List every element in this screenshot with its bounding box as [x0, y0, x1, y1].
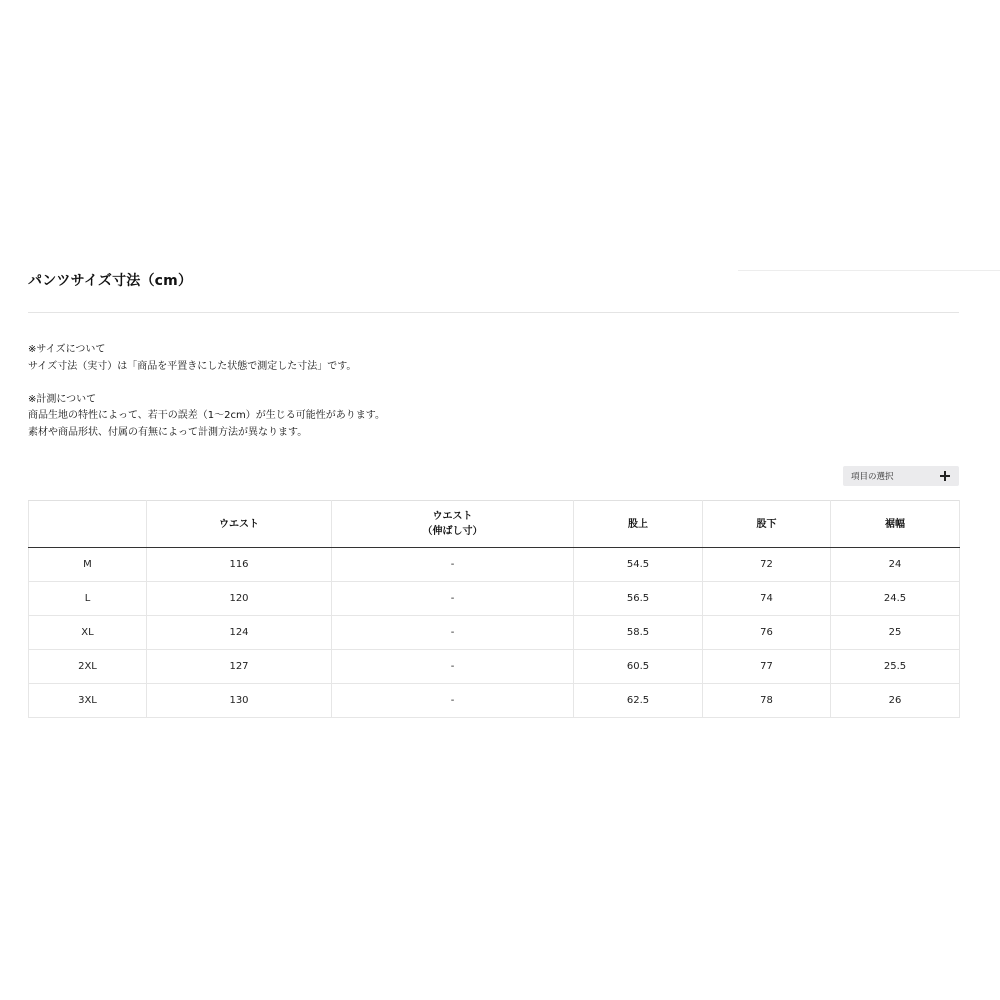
measure-note-text-2: 素材や商品形状、付属の有無によって計測方法が異なります。 [28, 426, 308, 438]
size-table [28, 500, 960, 718]
cell-inseam: 72 [703, 548, 831, 582]
cell-waist: 116 [147, 548, 332, 582]
header-size [29, 501, 147, 548]
cell-waist: 120 [147, 582, 332, 616]
cell-hem-width: 24.5 [831, 582, 960, 616]
cell-rise: 58.5 [574, 616, 703, 650]
cell-size: L [29, 582, 147, 616]
cell-waist-stretched: - [332, 616, 574, 650]
title-divider [28, 312, 959, 313]
cell-waist: 130 [147, 684, 332, 718]
cell-waist-stretched: - [332, 548, 574, 582]
header-hem-width: 裾幅 [831, 501, 960, 548]
plus-icon [940, 471, 950, 481]
cell-hem-width: 25.5 [831, 650, 960, 684]
header-waist-stretched: ウエスト （伸ばし寸） [332, 501, 574, 548]
cell-waist-stretched: - [332, 582, 574, 616]
size-notes [28, 342, 385, 441]
cell-size: M [29, 548, 147, 582]
table-row [29, 684, 960, 718]
cell-waist: 124 [147, 616, 332, 650]
measure-note-text-1: 商品生地の特性によって、若干の誤差（1〜2cm）が生じる可能性があります。 [28, 410, 385, 421]
cell-rise: 56.5 [574, 582, 703, 616]
cell-size: XL [29, 616, 147, 650]
cell-waist: 127 [147, 650, 332, 684]
table-row [29, 650, 960, 684]
top-right-divider [738, 270, 1000, 271]
header-rise: 股上 [574, 501, 703, 548]
table-header-row [29, 501, 960, 548]
cell-inseam: 74 [703, 582, 831, 616]
cell-hem-width: 24 [831, 548, 960, 582]
header-inseam: 股下 [703, 501, 831, 548]
cell-size: 3XL [29, 684, 147, 718]
cell-inseam: 78 [703, 684, 831, 718]
cell-rise: 54.5 [574, 548, 703, 582]
cell-waist-stretched: - [332, 684, 574, 718]
cell-rise: 62.5 [574, 684, 703, 718]
table-row [29, 616, 960, 650]
cell-waist-stretched: - [332, 650, 574, 684]
measure-note-heading: ※計測について [28, 393, 97, 405]
cell-inseam: 77 [703, 650, 831, 684]
select-items-button[interactable] [843, 466, 959, 486]
size-note-text: サイズ寸法（実寸）は「商品を平置きにした状態で測定した寸法」です。 [28, 360, 357, 372]
size-note-heading: ※サイズについて [28, 344, 106, 355]
cell-size: 2XL [29, 650, 147, 684]
cell-hem-width: 25 [831, 616, 960, 650]
header-waist: ウエスト [147, 501, 332, 548]
cell-rise: 60.5 [574, 650, 703, 684]
cell-inseam: 76 [703, 616, 831, 650]
page-title: パンツサイズ寸法（cm） [28, 273, 193, 289]
select-items-label: 項目の選択 [851, 472, 894, 482]
table-row [29, 548, 960, 582]
table-row [29, 582, 960, 616]
cell-hem-width: 26 [831, 684, 960, 718]
